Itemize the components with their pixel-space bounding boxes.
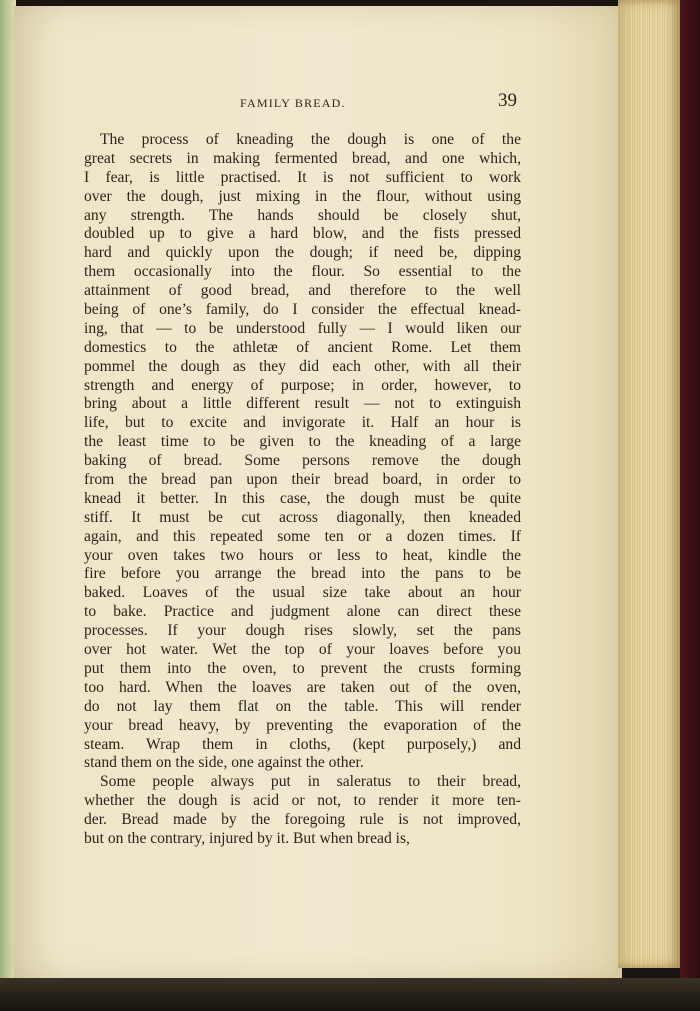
text-line: being of one’s family, do I consider the effectual knead- <box>84 301 521 319</box>
text-line: baking of bread. Some persons remove the dough <box>84 452 521 470</box>
text-line: strength and energy of purpose; in order, however, to <box>84 376 521 394</box>
text-line: too hard. When the loaves are taken out of the oven, <box>84 678 521 696</box>
text-line: der. Bread made by the foregoing rule is not improved, <box>84 811 521 829</box>
text-line: put them into the oven, to prevent the crusts forming <box>84 659 521 677</box>
page-number: 39 <box>498 90 517 111</box>
text-line: I fear, is little practised. It is not sufficient to work <box>84 168 521 186</box>
text-line: your oven takes two hours or less to heat, kindle the <box>84 546 521 564</box>
text-line: but on the contrary, injured by it. But when bread is, <box>84 829 410 847</box>
paragraph <box>84 131 521 773</box>
text-line: doubled up to give a hard blow, and the fists pressed <box>84 225 521 243</box>
text-line: bring about a little different result — not to extinguish <box>84 395 521 413</box>
text-line: processes. If your dough rises slowly, set the pans <box>84 622 521 640</box>
text-line: whether the dough is acid or not, to render it more ten- <box>84 792 521 810</box>
text-line: pommel the dough as they did each other, with all their <box>84 357 521 375</box>
text-line: steam. Wrap them in cloths, (kept purposely,) and <box>84 735 521 753</box>
page-block-edge <box>618 0 680 968</box>
text-line: to bake. Practice and judgment alone can direct these <box>84 603 521 621</box>
text-line: baked. Loaves of the usual size take about an hour <box>84 584 521 602</box>
text-line: again, and this repeated some ten or a dozen times. If <box>84 527 521 545</box>
text-line: your bread heavy, by preventing the evaporation of the <box>84 716 521 734</box>
text-line: The process of kneading the dough is one of the <box>100 131 521 148</box>
text-line: do not lay them flat on the table. This will render <box>84 697 521 715</box>
text-line: hard and quickly upon the dough; if need be, dipping <box>84 244 521 262</box>
paragraph <box>84 773 521 849</box>
text-line: ing, that — to be understood fully — I would liken our <box>84 319 521 337</box>
text-line: stand them on the side, one against the other. <box>84 754 364 772</box>
text-line: any strength. The hands should be closely shut, <box>84 206 521 224</box>
text-line: life, but to excite and invigorate it. Half an hour is <box>84 414 521 432</box>
scan-bottom-shadow <box>0 978 700 1011</box>
body-text <box>84 131 521 849</box>
text-line: them occasionally into the flour. So essential to the <box>84 263 521 281</box>
text-line: over hot water. Wet the top of your loaves before you <box>84 641 521 659</box>
text-line: attainment of good bread, and therefore to the well <box>84 282 521 300</box>
text-line: stiff. It must be cut across diagonally, then kneaded <box>84 508 521 526</box>
back-cover-edge <box>680 0 700 1011</box>
running-head <box>0 90 700 116</box>
text-line: fire before you arrange the bread into the pans to be <box>84 565 521 583</box>
running-title: FAMILY BREAD. <box>240 96 346 110</box>
text-line: knead it better. In this case, the dough must be quite <box>84 489 521 507</box>
text-line: great secrets in making fermented bread, and one which, <box>84 149 521 167</box>
text-line: the least time to be given to the kneading of a large <box>84 433 521 451</box>
text-line: from the bread pan upon their bread board, in order to <box>84 471 521 489</box>
text-line: Some people always put in saleratus to their bread, <box>100 773 521 791</box>
text-line: over the dough, just mixing in the flour, without using <box>84 187 521 205</box>
text-line: domestics to the athletæ of ancient Rome. Let them <box>84 338 521 356</box>
